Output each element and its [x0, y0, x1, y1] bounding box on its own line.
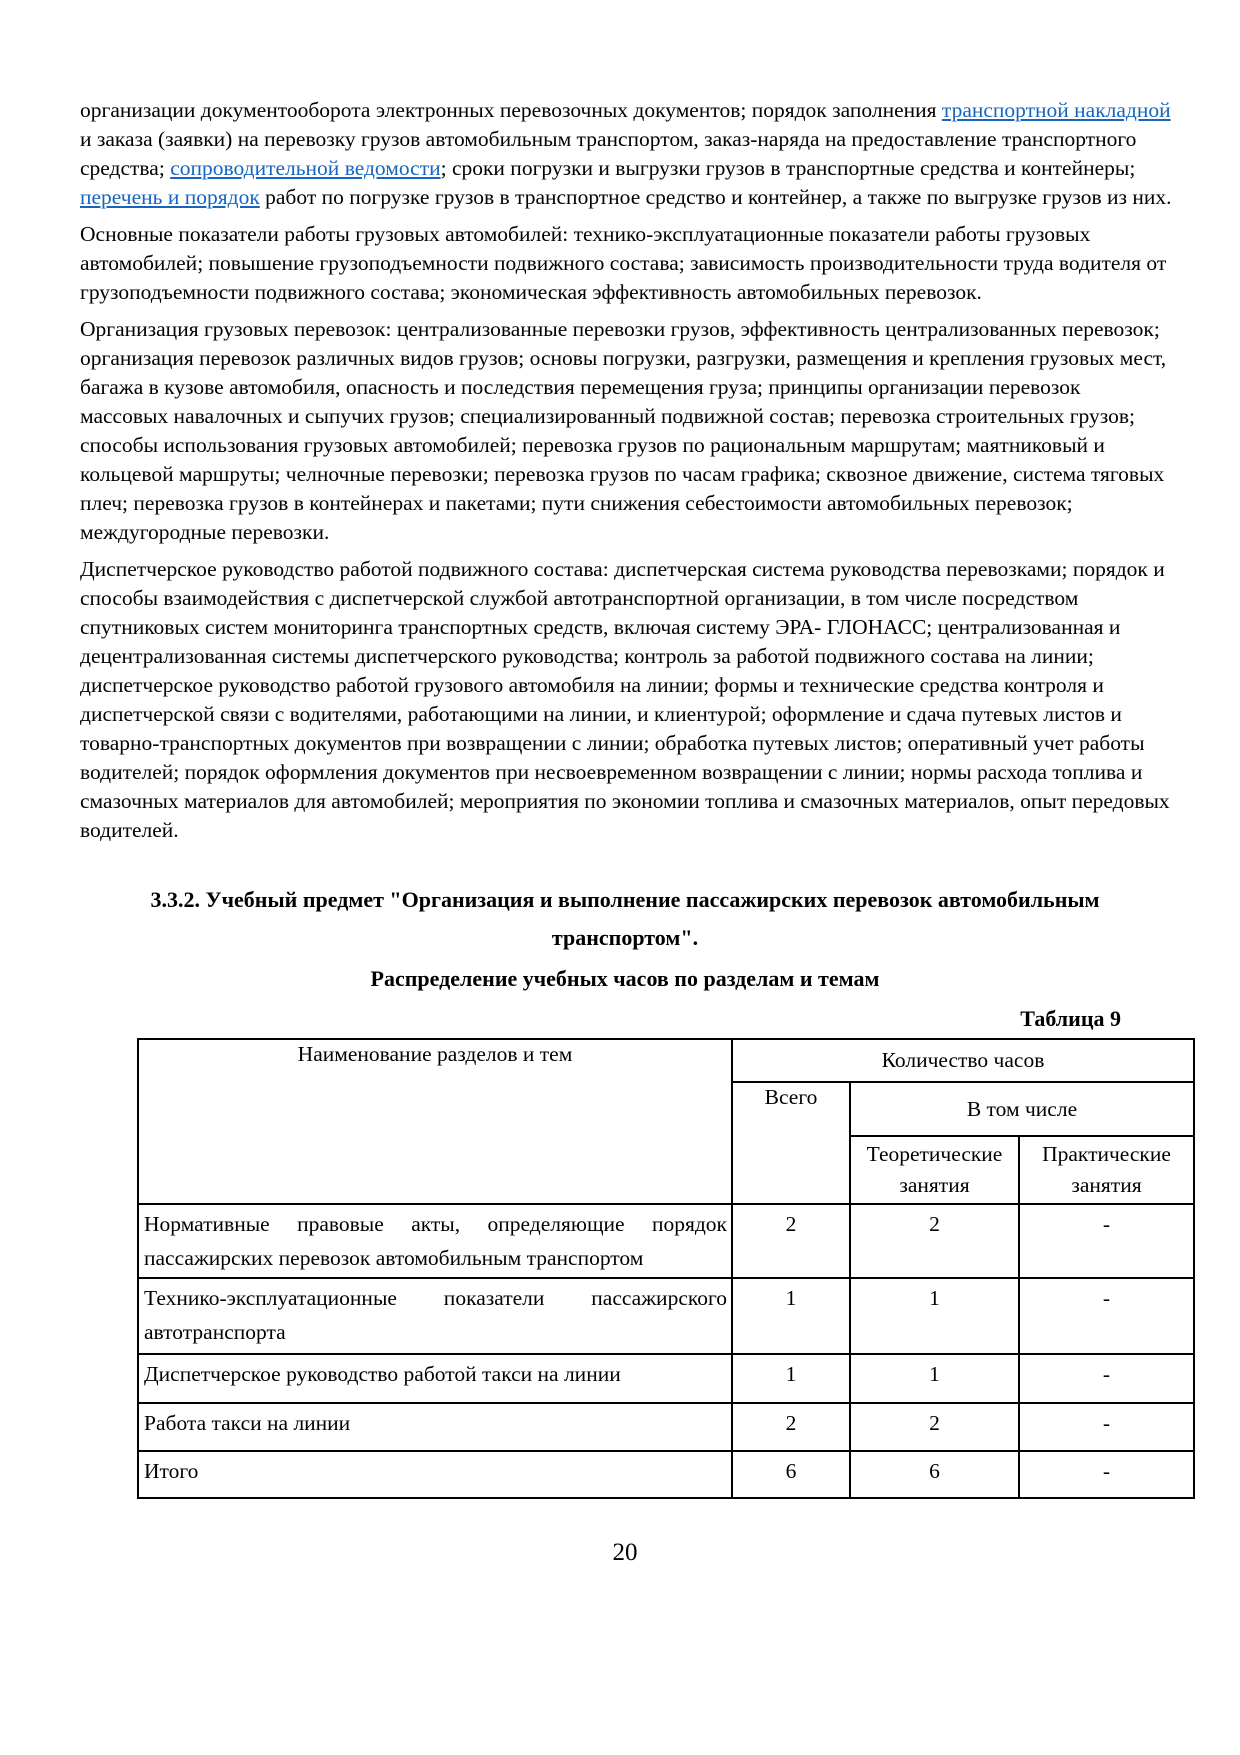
col-header-including: В том числе	[850, 1082, 1194, 1136]
col-header-name: Наименование разделов и тем	[138, 1039, 732, 1204]
col-header-total: Всего	[732, 1082, 850, 1204]
row-hours-cell: -	[1019, 1354, 1194, 1403]
row-hours-cell: 1	[850, 1278, 1019, 1354]
row-hours-cell: 1	[850, 1354, 1019, 1403]
row-hours-cell: 2	[850, 1403, 1019, 1451]
row-hours-cell: 2	[732, 1204, 850, 1278]
paragraph: Диспетчерское руководство работой подвижного состава: диспетчерская система руководства перевозками; порядок и способы взаимодействия с диспетчерской службой автотранспортной организации, в том числе посредством спутниковых систем мониторинга транспортных средств, включая систему ЭРА- ГЛОНАСС; централизованная и децентрализованная системы диспетчерского руководства; контроль за работой подвижного состава на линии; диспетчерское руководство работой грузового автомобиля на линии; формы и технические средства контроля и диспетчерской связи с водителями, работающими на линии, и клиентурой; оформление и сдача путевых листов и товарно-транспортных документов при возвращении с линии; обработка путевых листов; оперативный учет работы водителей; порядок оформления документов при несвоевременном возвращении с линии; нормы расхода топлива и смазочных материалов для автомобилей; мероприятия по экономии топлива и смазочных материалов, опыт передовых водителей.	[80, 557, 1170, 842]
paragraph: организации документооборота электронных перевозочных документов; порядок заполнения транспортной накладной и заказа (заявки) на перевозку грузов автомобильным транспортом, заказ-наряда на предоставление транспортного средства; сопроводительной ведомости; сроки погрузки и выгрузки грузов в транспортные средства и контейнеры; перечень и порядок работ по погрузке грузов в транспортное средство и контейнер, а также по выгрузке грузов из них.	[80, 98, 1172, 209]
row-hours-cell: -	[1019, 1278, 1194, 1354]
row-name-cell: Технико-эксплуатационные показатели пассажирского автотранспорта	[138, 1278, 732, 1354]
col-header-theory: Теоретические занятия	[850, 1136, 1019, 1204]
paragraph: Основные показатели работы грузовых автомобилей: технико-эксплуатационные показатели работы грузовых автомобилей; повышение грузоподъемности подвижного состава; зависимость производительности труда водителя от грузоподъемности подвижного состава; экономическая эффективность автомобильных перевозок.	[80, 222, 1167, 304]
table-row	[138, 1451, 1194, 1498]
body-paragraphs	[80, 96, 1170, 845]
row-hours-cell: 2	[732, 1403, 850, 1451]
hyperlink[interactable]: перечень и порядок	[80, 185, 260, 209]
col-header-practice: Практические занятия	[1019, 1136, 1194, 1204]
hyperlink[interactable]: транспортной накладной	[941, 98, 1171, 122]
hyperlink[interactable]: сопроводительной ведомости	[170, 156, 441, 180]
row-hours-cell: -	[1019, 1451, 1194, 1498]
row-name-cell: Диспетчерское руководство работой такси на линии	[138, 1354, 732, 1403]
row-name-cell: Работа такси на линии	[138, 1403, 732, 1451]
row-hours-cell: 6	[732, 1451, 850, 1498]
row-name-cell: Итого	[138, 1451, 732, 1498]
paragraph: Организация грузовых перевозок: централизованные перевозки грузов, эффективность централизованных перевозок; организация перевозок различных видов грузов; основы погрузки, разгрузки, размещения и крепления грузовых мест, багажа в кузове автомобиля, опасность и последствия перемещения груза; принципы организации перевозок массовых навалочных и сыпучих грузов; специализированный подвижной состав; перевозка строительных грузов; способы использования грузовых автомобилей; перевозка грузов по рациональным маршрутам; маятниковый и кольцевой маршруты; челночные перевозки; перевозка грузов по часам графика; сквозное движение, система тяговых плеч; перевозка грузов в контейнерах и пакетами; пути снижения себестоимости автомобильных перевозок; междугородные перевозки.	[80, 317, 1167, 544]
row-hours-cell: 6	[850, 1451, 1019, 1498]
table-title: Распределение учебных часов по разделам и темам	[370, 966, 880, 991]
table-row	[138, 1278, 1194, 1354]
row-name-cell: Нормативные правовые акты, определяющие порядок пассажирских перевозок автомобильным транспортом	[138, 1204, 732, 1278]
table-row	[138, 1354, 1194, 1403]
table-row	[138, 1403, 1194, 1451]
row-hours-cell: 1	[732, 1278, 850, 1354]
row-hours-cell: -	[1019, 1403, 1194, 1451]
row-hours-cell: 1	[732, 1354, 850, 1403]
page-number: 20	[612, 1539, 638, 1566]
col-header-hours: Количество часов	[732, 1039, 1194, 1082]
table-caption: Таблица 9	[1020, 1006, 1121, 1031]
table-row	[138, 1204, 1194, 1278]
hours-table	[137, 1038, 1195, 1499]
row-hours-cell: -	[1019, 1204, 1194, 1278]
section-heading: 3.3.2. Учебный предмет "Организация и выполнение пассажирских перевозок автомобильным транспортом".	[150, 887, 1100, 950]
row-hours-cell: 2	[850, 1204, 1019, 1278]
